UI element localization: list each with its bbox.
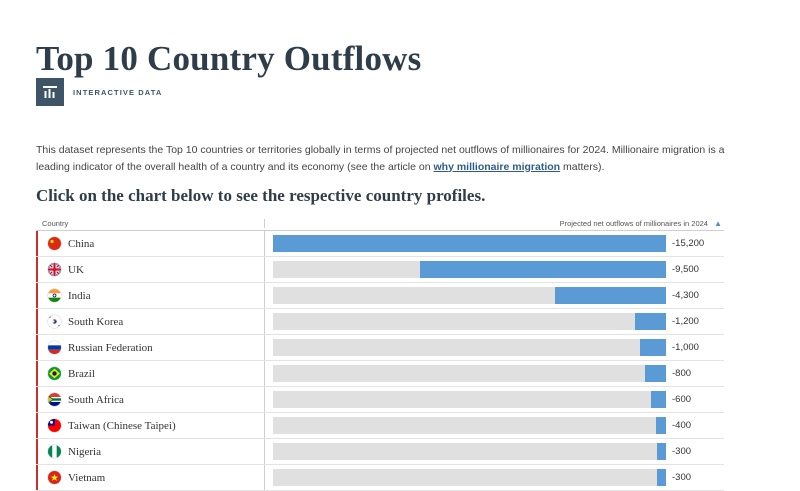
- country-cell[interactable]: [36, 465, 264, 490]
- bar[interactable]: [657, 469, 666, 486]
- value-label: -300: [672, 446, 692, 457]
- flag-south-africa-icon: [48, 393, 61, 406]
- country-label: Nigeria: [68, 445, 101, 458]
- value-label: -400: [672, 420, 692, 431]
- country-label: Vietnam: [68, 471, 106, 484]
- value-label: -4,300: [672, 290, 699, 301]
- flag-china-icon: [48, 237, 61, 250]
- bar-track: [273, 365, 666, 382]
- country-label: South Africa: [68, 393, 124, 406]
- column-header-value-label: Projected net outflows of millionaires in 2024: [559, 219, 708, 228]
- country-label: Taiwan (Chinese Taipei): [68, 419, 176, 432]
- flag-taiwan-icon: [48, 419, 61, 432]
- column-header-country[interactable]: Country: [42, 219, 69, 228]
- flag-vietnam-icon: [48, 471, 61, 484]
- value-label: -600: [672, 394, 692, 405]
- value-label: -800: [672, 368, 692, 379]
- page-title: Top 10 Country Outflows: [36, 39, 422, 79]
- chart-header-row: [36, 208, 724, 231]
- flag-south-korea-icon: [48, 315, 61, 328]
- value-cell[interactable]: [264, 361, 724, 386]
- flag-russia-icon: [48, 341, 61, 354]
- value-cell[interactable]: [264, 231, 724, 256]
- bar[interactable]: [640, 339, 666, 356]
- bar[interactable]: [651, 391, 667, 408]
- bar[interactable]: [273, 235, 666, 252]
- value-label: -1,000: [672, 342, 699, 353]
- value-label: -9,500: [672, 264, 699, 275]
- table-row[interactable]: [36, 335, 724, 361]
- bar-track: [273, 339, 666, 356]
- country-cell[interactable]: [36, 361, 264, 386]
- value-cell[interactable]: [264, 439, 724, 464]
- outflows-chart[interactable]: [36, 208, 724, 491]
- table-row[interactable]: [36, 465, 724, 491]
- country-cell[interactable]: [36, 413, 264, 438]
- flag-brazil-icon: [48, 367, 61, 380]
- country-cell[interactable]: [36, 231, 264, 256]
- bar[interactable]: [555, 287, 666, 304]
- bar-track: [273, 417, 666, 434]
- country-cell[interactable]: [36, 309, 264, 334]
- country-label: UK: [68, 263, 84, 276]
- interactive-data-badge: [36, 78, 162, 106]
- table-row[interactable]: [36, 257, 724, 283]
- sort-ascending-icon[interactable]: ▲: [714, 219, 722, 228]
- value-cell[interactable]: [264, 309, 724, 334]
- value-cell[interactable]: [264, 387, 724, 412]
- table-row[interactable]: [36, 439, 724, 465]
- country-cell[interactable]: [36, 283, 264, 308]
- bar-track: [273, 287, 666, 304]
- bar-track: [273, 391, 666, 408]
- country-label: Russian Federation: [68, 341, 153, 354]
- table-row[interactable]: [36, 231, 724, 257]
- value-cell[interactable]: [264, 257, 724, 282]
- flag-india-icon: [48, 289, 61, 302]
- value-label: -1,200: [672, 316, 699, 327]
- intro-text-part2: matters).: [560, 160, 605, 173]
- bar-track: [273, 235, 666, 252]
- value-label: -300: [672, 472, 692, 483]
- intro-paragraph: [36, 142, 758, 176]
- bar[interactable]: [635, 313, 666, 330]
- country-label: Brazil: [68, 367, 95, 380]
- bar-chart-icon: [36, 78, 64, 106]
- country-label: South Korea: [68, 315, 124, 328]
- country-cell[interactable]: [36, 257, 264, 282]
- table-row[interactable]: [36, 283, 724, 309]
- country-cell[interactable]: [36, 335, 264, 360]
- bar-track: [273, 443, 666, 460]
- bar-track: [273, 469, 666, 486]
- value-label: -15,200: [672, 238, 705, 249]
- table-row[interactable]: [36, 361, 724, 387]
- intro-text-part1: This dataset represents the Top 10 countries or territories globally in terms of projected net outflows of millionaires for 2024. Millionaire migration is a leading indicator of the overall health of a country and its economy (see the article on: [36, 143, 725, 173]
- value-cell[interactable]: [264, 335, 724, 360]
- interactive-data-label: INTERACTIVE DATA: [73, 87, 163, 97]
- bar[interactable]: [420, 261, 666, 278]
- chart-rows: [36, 231, 724, 491]
- chart-instruction: Click on the chart below to see the respective country profiles.: [36, 186, 486, 206]
- country-label: China: [68, 237, 95, 250]
- flag-nigeria-icon: [48, 445, 61, 458]
- bar-track: [273, 261, 666, 278]
- country-label: India: [68, 289, 91, 302]
- country-cell[interactable]: [36, 439, 264, 464]
- bar[interactable]: [657, 443, 666, 460]
- value-cell[interactable]: [264, 465, 724, 490]
- value-cell[interactable]: [264, 413, 724, 438]
- bar-track: [273, 313, 666, 330]
- column-header-value[interactable]: [264, 219, 724, 228]
- flag-uk-icon: [48, 263, 61, 276]
- table-row[interactable]: [36, 387, 724, 413]
- why-millionaire-migration-link[interactable]: why millionaire migration: [433, 160, 561, 173]
- bar[interactable]: [645, 365, 666, 382]
- table-row[interactable]: [36, 309, 724, 335]
- table-row[interactable]: [36, 413, 724, 439]
- country-cell[interactable]: [36, 387, 264, 412]
- bar[interactable]: [656, 417, 666, 434]
- value-cell[interactable]: [264, 283, 724, 308]
